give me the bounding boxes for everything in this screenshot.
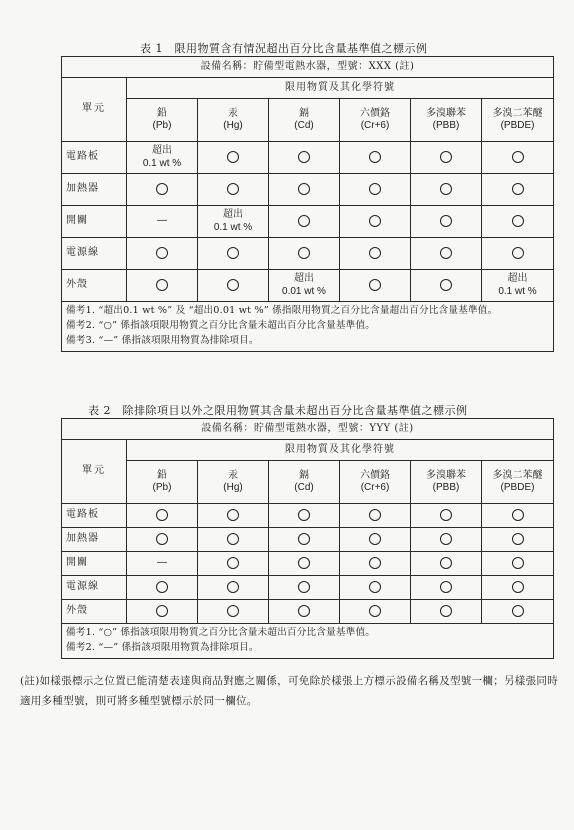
- circle-icon: [298, 509, 310, 521]
- substance-name: 多溴聯苯: [426, 469, 466, 481]
- circle-icon: [369, 533, 381, 545]
- circle-icon: [369, 509, 381, 521]
- note-line: 備考1. “超出0.1 wt %” 及 “超出0.01 wt %” 係指限用物質之百分比含量超出百分比含量基準值。: [66, 305, 498, 316]
- rohs-table-1: [61, 56, 554, 352]
- circle-icon: [369, 279, 381, 291]
- not-exceeded-circle-icon: [340, 174, 411, 206]
- substance-name: 六價鉻: [360, 469, 390, 481]
- circle-icon: [298, 533, 310, 545]
- substance-symbol: (Hg): [223, 120, 243, 131]
- exceeded-value: 超出 0.1 wt %: [127, 142, 198, 174]
- not-exceeded-circle-icon: [482, 504, 554, 528]
- not-exceeded-circle-icon: [482, 576, 554, 600]
- substance-symbol: (Cd): [294, 482, 314, 493]
- substance-name: 汞: [228, 469, 238, 481]
- note-line: 備考3. “—” 係指該項限用物質為排除項目。: [66, 334, 259, 346]
- circle-icon: [227, 279, 239, 291]
- footnote: (註)如樣張標示之位置已能清楚表達與商品對應之關係，可免除於樣張上方標示設備名稱及型號一欄；另樣張同時適用多種型號，則可將多種型號標示於同一欄位。: [20, 675, 558, 707]
- substance-name: 汞: [228, 107, 238, 119]
- not-exceeded-circle-icon: [198, 552, 269, 576]
- not-exceeded-circle-icon: [269, 552, 340, 576]
- circle-icon: [440, 247, 452, 259]
- circle-icon: [156, 183, 168, 195]
- rohs-table-2: [61, 418, 554, 659]
- not-exceeded-circle-icon: [269, 576, 340, 600]
- substance-name: 鉛: [157, 469, 167, 481]
- not-exceeded-circle-icon: [269, 174, 340, 206]
- not-exceeded-circle-icon: [411, 142, 482, 174]
- substance-group-header: 限用物質及其化學符號: [127, 78, 554, 99]
- not-exceeded-circle-icon: [340, 142, 411, 174]
- circle-icon: [440, 215, 452, 227]
- exceeded-value: 超出 0.1 wt %: [482, 270, 554, 302]
- not-exceeded-circle-icon: [411, 528, 482, 552]
- not-exceeded-circle-icon: [127, 270, 198, 302]
- not-exceeded-circle-icon: [198, 528, 269, 552]
- substance-header: [269, 99, 340, 142]
- not-exceeded-circle-icon: [482, 552, 554, 576]
- circle-icon: [369, 215, 381, 227]
- circle-icon: [512, 151, 524, 163]
- circle-icon: [512, 581, 524, 593]
- circle-icon: [440, 183, 452, 195]
- not-exceeded-circle-icon: [411, 206, 482, 238]
- not-exceeded-circle-icon: [411, 504, 482, 528]
- not-exceeded-circle-icon: [482, 174, 554, 206]
- circle-icon: [227, 581, 239, 593]
- not-exceeded-circle-icon: [482, 206, 554, 238]
- circle-icon: [440, 279, 452, 291]
- not-exceeded-circle-icon: [340, 576, 411, 600]
- substance-header: [340, 461, 411, 504]
- not-exceeded-circle-icon: [269, 600, 340, 624]
- circle-icon: [369, 581, 381, 593]
- not-exceeded-circle-icon: [198, 142, 269, 174]
- row-label: 開關: [62, 206, 127, 238]
- not-exceeded-circle-icon: [340, 206, 411, 238]
- not-exceeded-circle-icon: [482, 528, 554, 552]
- table-row: [62, 174, 554, 206]
- circle-icon: [369, 183, 381, 195]
- row-label: 電源線: [62, 238, 127, 270]
- not-exceeded-circle-icon: [269, 528, 340, 552]
- circle-icon: [298, 247, 310, 259]
- substance-name: 六價鉻: [360, 107, 390, 119]
- not-exceeded-circle-icon: [269, 238, 340, 270]
- circle-icon: [440, 581, 452, 593]
- circle-icon: [298, 151, 310, 163]
- row-label: 電路板: [62, 504, 127, 528]
- note-line: 備考2. “○” 係指該項限用物質之百分比含量未超出百分比含量基準值。: [66, 319, 376, 331]
- note-line: 備考1. “○” 係指該項限用物質之百分比含量未超出百分比含量基準值。: [66, 627, 376, 638]
- table1-caption: 表 1 限用物質含有情況超出百分比含量基準值之標示例: [140, 42, 428, 55]
- substance-symbol: (Cr+6): [360, 482, 390, 493]
- table2-caption: 表 2 除排除項目以外之限用物質其含量未超出百分比含量基準值之標示例: [88, 404, 468, 417]
- circle-icon: [227, 247, 239, 259]
- circle-icon: [156, 581, 168, 593]
- circle-icon: [156, 605, 168, 617]
- unit-header: 單元: [62, 440, 127, 504]
- substance-symbol: (PBB): [432, 120, 460, 131]
- notes: [62, 624, 554, 659]
- substance-header: [482, 99, 554, 142]
- substance-header: [411, 461, 482, 504]
- substance-name: 多溴二苯醚: [492, 469, 543, 481]
- not-exceeded-circle-icon: [482, 142, 554, 174]
- excluded-mark: —: [127, 552, 198, 576]
- circle-icon: [156, 279, 168, 291]
- not-exceeded-circle-icon: [411, 174, 482, 206]
- table-row: [62, 142, 554, 174]
- circle-icon: [440, 151, 452, 163]
- row-label: 電源線: [62, 576, 127, 600]
- substance-header: [127, 461, 198, 504]
- not-exceeded-circle-icon: [127, 174, 198, 206]
- circle-icon: [298, 581, 310, 593]
- not-exceeded-circle-icon: [340, 238, 411, 270]
- substance-symbol: (PBB): [432, 482, 460, 493]
- not-exceeded-circle-icon: [411, 576, 482, 600]
- not-exceeded-circle-icon: [482, 600, 554, 624]
- circle-icon: [369, 605, 381, 617]
- substance-symbol: (Cr+6): [360, 120, 390, 131]
- circle-icon: [227, 605, 239, 617]
- substance-header: [411, 99, 482, 142]
- not-exceeded-circle-icon: [127, 238, 198, 270]
- substance-header: [340, 99, 411, 142]
- not-exceeded-circle-icon: [340, 504, 411, 528]
- circle-icon: [156, 247, 168, 259]
- circle-icon: [227, 533, 239, 545]
- table-row: [62, 504, 554, 528]
- substance-header: [482, 461, 554, 504]
- not-exceeded-circle-icon: [198, 174, 269, 206]
- circle-icon: [227, 509, 239, 521]
- substance-name: 鎘: [299, 107, 309, 119]
- device-name-row: 設備名稱：貯備型電熱水器，型號：YYY (註): [62, 419, 554, 440]
- circle-icon: [369, 247, 381, 259]
- substance-name: 多溴聯苯: [426, 107, 466, 119]
- not-exceeded-circle-icon: [269, 504, 340, 528]
- notes: [62, 302, 554, 352]
- not-exceeded-circle-icon: [127, 600, 198, 624]
- not-exceeded-circle-icon: [269, 142, 340, 174]
- not-exceeded-circle-icon: [340, 600, 411, 624]
- exceeded-value: 超出 0.1 wt %: [198, 206, 269, 238]
- substance-header: [198, 99, 269, 142]
- substance-header: [198, 461, 269, 504]
- circle-icon: [369, 557, 381, 569]
- circle-icon: [512, 509, 524, 521]
- table-row: [62, 238, 554, 270]
- row-label: 加熱器: [62, 528, 127, 552]
- row-label: 外殼: [62, 270, 127, 302]
- table-row: [62, 528, 554, 552]
- circle-icon: [512, 247, 524, 259]
- substance-symbol: (Pb): [152, 482, 172, 493]
- circle-icon: [512, 183, 524, 195]
- circle-icon: [298, 557, 310, 569]
- not-exceeded-circle-icon: [198, 600, 269, 624]
- circle-icon: [512, 557, 524, 569]
- substance-name: 鉛: [157, 107, 167, 119]
- circle-icon: [156, 509, 168, 521]
- circle-icon: [440, 509, 452, 521]
- table-row: [62, 576, 554, 600]
- row-label: 外殼: [62, 600, 127, 624]
- circle-icon: [227, 557, 239, 569]
- row-label: 電路板: [62, 142, 127, 174]
- substance-group-header: 限用物質及其化學符號: [127, 440, 554, 461]
- circle-icon: [440, 533, 452, 545]
- circle-icon: [512, 215, 524, 227]
- not-exceeded-circle-icon: [411, 552, 482, 576]
- substance-symbol: (Cd): [294, 120, 314, 131]
- circle-icon: [298, 183, 310, 195]
- not-exceeded-circle-icon: [340, 528, 411, 552]
- substance-symbol: (Pb): [152, 120, 172, 131]
- table-row: [62, 206, 554, 238]
- not-exceeded-circle-icon: [411, 600, 482, 624]
- circle-icon: [298, 215, 310, 227]
- circle-icon: [227, 183, 239, 195]
- not-exceeded-circle-icon: [340, 270, 411, 302]
- not-exceeded-circle-icon: [411, 238, 482, 270]
- exceeded-value: 超出 0.01 wt %: [269, 270, 340, 302]
- substance-name: 多溴二苯醚: [492, 107, 543, 119]
- circle-icon: [512, 605, 524, 617]
- unit-header: 單元: [62, 78, 127, 142]
- circle-icon: [298, 605, 310, 617]
- substance-header: [127, 99, 198, 142]
- not-exceeded-circle-icon: [198, 270, 269, 302]
- table-row: [62, 600, 554, 624]
- row-label: 開關: [62, 552, 127, 576]
- not-exceeded-circle-icon: [127, 576, 198, 600]
- not-exceeded-circle-icon: [198, 576, 269, 600]
- substance-header: [269, 461, 340, 504]
- note-line: 備考2. “—” 係指該項限用物質為排除項目。: [66, 641, 259, 653]
- circle-icon: [227, 151, 239, 163]
- circle-icon: [512, 533, 524, 545]
- substance-symbol: (Hg): [223, 482, 243, 493]
- not-exceeded-circle-icon: [269, 206, 340, 238]
- not-exceeded-circle-icon: [340, 552, 411, 576]
- row-label: 加熱器: [62, 174, 127, 206]
- circle-icon: [156, 533, 168, 545]
- table-row: [62, 270, 554, 302]
- not-exceeded-circle-icon: [198, 238, 269, 270]
- circle-icon: [440, 557, 452, 569]
- not-exceeded-circle-icon: [198, 504, 269, 528]
- device-name-row: 設備名稱：貯備型電熱水器，型號：XXX (註): [62, 57, 554, 78]
- substance-symbol: (PBDE): [500, 482, 535, 493]
- excluded-mark: —: [127, 206, 198, 238]
- circle-icon: [440, 605, 452, 617]
- substance-name: 鎘: [299, 469, 309, 481]
- circle-icon: [369, 151, 381, 163]
- table-row: [62, 552, 554, 576]
- not-exceeded-circle-icon: [127, 504, 198, 528]
- not-exceeded-circle-icon: [411, 270, 482, 302]
- not-exceeded-circle-icon: [127, 528, 198, 552]
- substance-symbol: (PBDE): [500, 120, 535, 131]
- not-exceeded-circle-icon: [482, 238, 554, 270]
